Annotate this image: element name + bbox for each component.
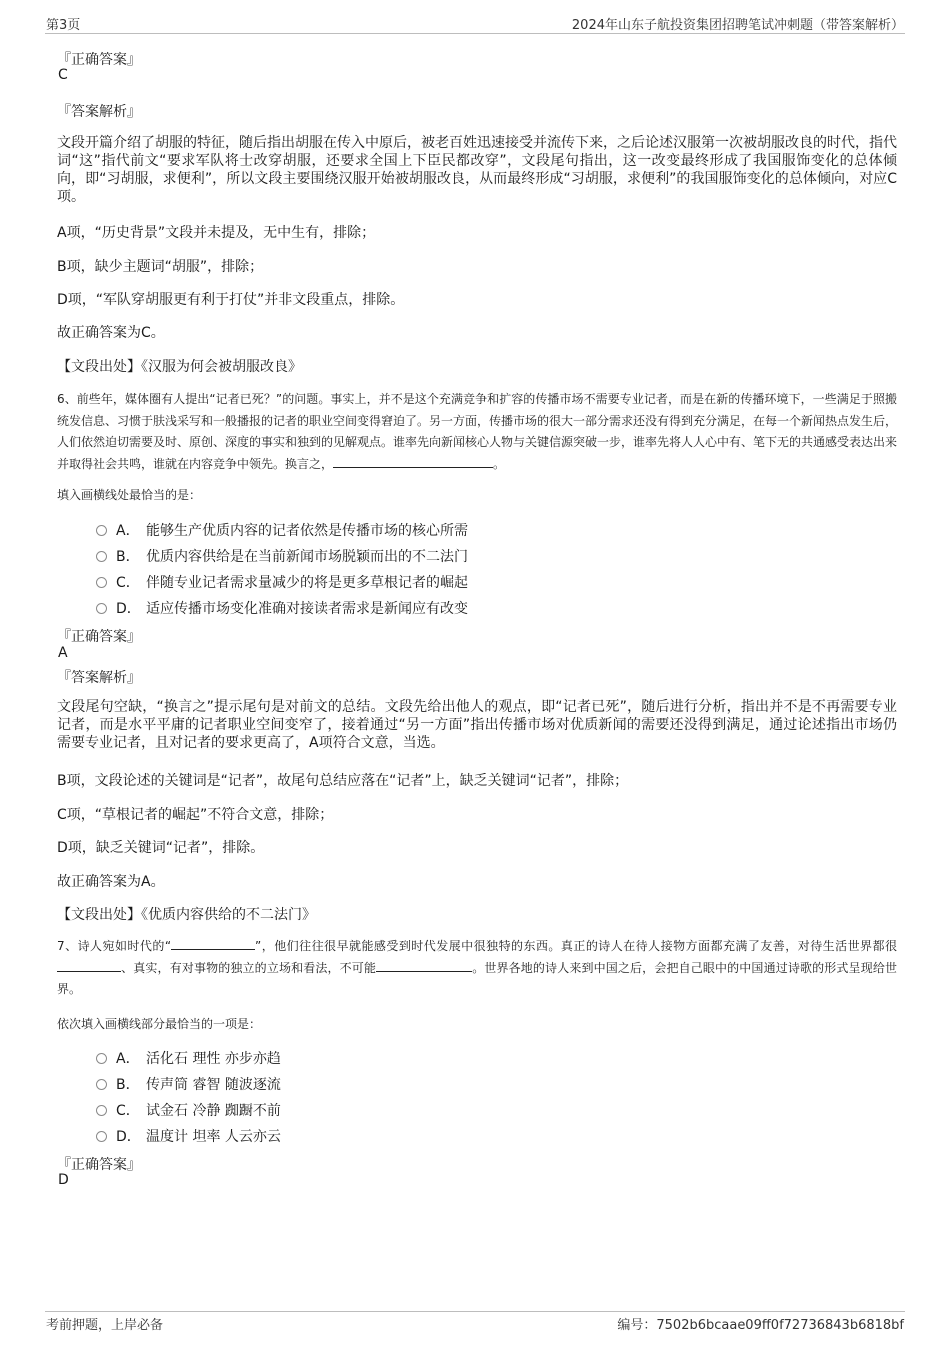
- question-stem: 7、诗人宛如时代的“ ”，他们往往很早就能感受到时代发展中很独特的东西。真正的诗人在待人接物方面都充满了友善，对待生活世界都很、真实，有对事物的独立的立场和看法，不可能 。世界各地的诗人来到中国之后，会把自己眼中的中国通过诗歌的形式呈现给世界。: [57, 939, 897, 996]
- radio-icon[interactable]: [96, 525, 107, 536]
- source-citation: 【文段出处】《汉服为何会被胡服改良》: [57, 359, 302, 375]
- fill-blank: [57, 959, 121, 972]
- radio-icon[interactable]: [96, 1131, 107, 1142]
- option-d[interactable]: D． 适应传播市场变化准确对接读者需求是新闻应有改变: [96, 598, 468, 618]
- answer-value: A: [58, 645, 68, 661]
- option-b[interactable]: B． 优质内容供给是在当前新闻市场脱颖而出的不二法门: [96, 546, 468, 566]
- analysis-label: 『答案解析』: [57, 670, 141, 686]
- document-code: 编号：7502b6bcaae09ff0f72736843b6818bf: [617, 1318, 904, 1333]
- fill-blank: [171, 937, 255, 950]
- document-title: 2024年山东子航投资集团招聘笔试冲刺题（带答案解析）: [571, 18, 904, 33]
- header-divider: [45, 33, 905, 34]
- analysis-note: D项，“军队穿胡服更有利于打仗”并非文段重点，排除。: [57, 292, 405, 308]
- radio-icon[interactable]: [96, 1105, 107, 1116]
- radio-icon[interactable]: [96, 603, 107, 614]
- question-prompt: 填入画横线处最恰当的是：: [57, 488, 202, 502]
- answer-label: 『正确答案』: [57, 1157, 141, 1173]
- answer-value: D: [58, 1172, 69, 1188]
- option-a[interactable]: A． 活化石 理性 亦步亦趋: [96, 1048, 281, 1068]
- analysis-text: 文段开篇介绍了胡服的特征，随后指出胡服在传入中原后，被老百姓迅速接受并流传下来，之后论述汉服第一次被胡服改良的时代，指代词“这”指代前文“要求军队将士改穿胡服，还要求全国上下臣民都改穿”，文段尾句指出，这一改变最终形成了我国服饰变化的总体倾向，即“习胡服，求便利”，所以文段主要围绕汉服开始被胡服改良，从而最终形成“习胡服，求便利”的我国服饰变化的总体倾向，对应C项。: [57, 135, 897, 205]
- option-b[interactable]: B． 传声筒 睿智 随波逐流: [96, 1074, 281, 1094]
- radio-icon[interactable]: [96, 1053, 107, 1064]
- answer-label: 『正确答案』: [57, 52, 141, 68]
- analysis-note: B项，缺少主题词“胡服”，排除；: [57, 259, 264, 275]
- option-d[interactable]: D． 温度计 坦率 人云亦云: [96, 1126, 281, 1146]
- answer-value: C: [58, 67, 68, 83]
- analysis-note: D项，缺乏关键词“记者”，排除。: [57, 840, 265, 856]
- footer-slogan: 考前押题，上岸必备: [46, 1318, 164, 1333]
- fill-blank: [333, 455, 493, 468]
- option-c[interactable]: C． 试金石 冷静 踟蹰不前: [96, 1100, 281, 1120]
- page-number: 第3页: [46, 18, 81, 33]
- analysis-note: A项，“历史背景”文段并未提及，无中生有，排除；: [57, 225, 376, 241]
- radio-icon[interactable]: [96, 577, 107, 588]
- analysis-label: 『答案解析』: [57, 104, 141, 120]
- radio-icon[interactable]: [96, 551, 107, 562]
- radio-icon[interactable]: [96, 1079, 107, 1090]
- question-stem: 6、前些年，媒体圈有人提出“记者已死？”的问题。事实上，并不是这个充满竞争和扩容的传播市场不需要专业记者，而是在新的传播环境下，一些满足于照搬统发信息、习惯于肤浅采写和一般播报的记者的职业空间变得窘迫了。另一方面，传播市场的很大一部分需求还没有得到充分满足，在每一个新闻热点发生后，人们依然迫切需要及时、原创、深度的事实和独到的见解观点。谁率先向新闻核心人物与关键信源突破一步，谁率先将人人心中有、笔下无的共通感受表达出来并取得社会共鸣，谁就在内容竞争中领先。换言之， 。: [57, 392, 898, 471]
- source-citation: 【文段出处】《优质内容供给的不二法门》: [57, 907, 316, 923]
- option-c[interactable]: C． 伴随专业记者需求量减少的将是更多草根记者的崛起: [96, 572, 468, 592]
- question-prompt: 依次填入画横线部分最恰当的一项是：: [57, 1017, 262, 1031]
- analysis-note: B项，文段论述的关键词是“记者”，故尾句总结应落在“记者”上，缺乏关键词“记者”，排除；: [57, 773, 629, 789]
- option-a[interactable]: A． 能够生产优质内容的记者依然是传播市场的核心所需: [96, 520, 468, 540]
- footer-divider: [45, 1311, 905, 1312]
- analysis-conclusion: 故正确答案为C。: [57, 325, 165, 341]
- analysis-conclusion: 故正确答案为A。: [57, 874, 165, 890]
- fill-blank: [376, 959, 472, 972]
- answer-label: 『正确答案』: [57, 629, 141, 645]
- analysis-note: C项，“草根记者的崛起”不符合文意，排除；: [57, 807, 334, 823]
- analysis-text: 文段尾句空缺，“换言之”提示尾句是对前文的总结。文段先给出他人的观点，即“记者已死”，随后进行分析，指出并不是不再需要专业记者，而是水平平庸的记者职业空间变窄了，接着通过“另一方面”指出传播市场对优质新闻的需要还没得到满足，通过论述指出市场仍需要专业记者，且对记者的要求更高了，A项符合文意，当选。: [57, 699, 897, 751]
